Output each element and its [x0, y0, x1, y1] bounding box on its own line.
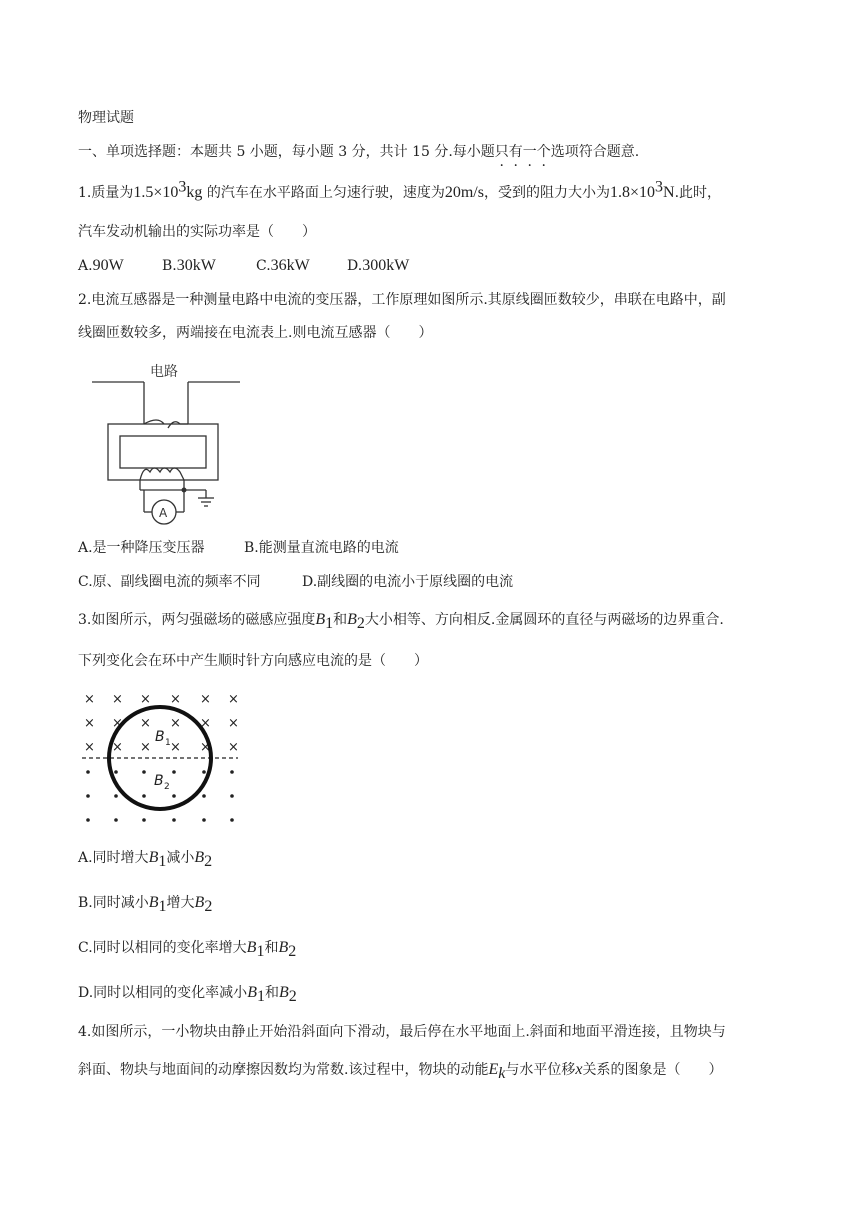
emphasis-char: 有: [508, 144, 523, 160]
current-transformer-figure: [88, 352, 248, 534]
field-into-page-mark: ×: [140, 716, 151, 731]
field-into-page-mark: ×: [140, 692, 151, 707]
magnetic-field-figure: [78, 686, 243, 824]
field-out-of-page-mark: [172, 818, 176, 822]
q2-option-a[interactable]: A.是一种降压变压器: [78, 540, 205, 556]
option-label: A.: [78, 258, 93, 274]
field-into-page-mark: ×: [170, 716, 181, 731]
q3-option-a[interactable]: [78, 848, 212, 868]
question-1-line-1: [78, 178, 722, 203]
option-value: 300kW: [362, 257, 410, 274]
field-into-page-mark: ×: [84, 692, 95, 707]
section-heading: [78, 142, 639, 162]
field-into-page-mark: ×: [200, 740, 211, 755]
subscript: 2: [288, 942, 297, 960]
option-text: 和: [264, 985, 279, 1001]
question-2-line-1: 2.电流互感器是一种测量电路中电流的变压器，工作原理如图所示.其原线圈匝数较少，串联在电路中，副: [78, 292, 726, 308]
q1-text: ，受到的阻力大小为: [483, 185, 610, 201]
option-text: B.同时减小: [78, 895, 149, 911]
q1-text: 1.质量为: [78, 185, 134, 201]
field-into-page-mark: ×: [200, 692, 211, 707]
option-text: D.同时以相同的变化率减小: [78, 985, 248, 1001]
q4-text: 与水平位移: [505, 1062, 576, 1078]
q1-option-d[interactable]: [347, 256, 409, 276]
figure-label-sub1: 1: [165, 738, 171, 748]
option-value: 90W: [92, 257, 124, 274]
document-title: 物理试题: [78, 110, 134, 126]
section-heading-text: 选项符合题意.: [550, 144, 640, 160]
field-into-page-mark: ×: [228, 692, 239, 707]
field-into-page-mark: ×: [200, 716, 211, 731]
field-out-of-page-mark: [172, 770, 176, 774]
b-symbol: B: [194, 894, 205, 911]
field-out-of-page-mark: [142, 794, 146, 798]
field-into-page-mark: ×: [228, 716, 239, 731]
b2-subscript: 2: [356, 614, 365, 632]
option-text: A.同时增大: [78, 850, 149, 866]
q3-option-d[interactable]: [78, 983, 297, 1003]
figure-label-circuit: 电路: [150, 364, 178, 380]
q4-text: 斜面、物块与地面间的动摩擦因数均为常数.该过程中，物块的动能: [78, 1062, 489, 1078]
figure-label-ammeter: A: [159, 506, 168, 520]
b-symbol: B: [148, 894, 159, 911]
question-4-line-2: [78, 1060, 722, 1080]
figure-label-b: B: [154, 773, 164, 789]
field-out-of-page-mark: [86, 770, 90, 774]
b1-symbol: B: [315, 611, 326, 628]
option-text: 增大: [166, 895, 195, 911]
option-label: C.: [256, 258, 271, 274]
q3-text: 和: [333, 612, 348, 628]
ek-subscript: k: [498, 1064, 506, 1082]
field-out-of-page-mark: [114, 794, 118, 798]
field-out-of-page-mark: [114, 818, 118, 822]
subscript: 2: [204, 852, 213, 870]
field-into-page-mark: ×: [84, 716, 95, 731]
option-text: 和: [264, 940, 279, 956]
option-label: D.: [347, 258, 363, 274]
field-into-page-mark: ×: [112, 716, 123, 731]
b-symbol: B: [247, 984, 257, 1001]
field-out-of-page-mark: [142, 818, 146, 822]
b-symbol: B: [278, 984, 289, 1001]
subscript: 1: [158, 852, 167, 870]
subscript: 1: [158, 897, 167, 915]
field-out-of-page-mark: [230, 770, 234, 774]
emphasis-char: 只: [494, 144, 509, 160]
q4-text: 关系的图象是（ ）: [582, 1062, 723, 1078]
option-text: C.同时以相同的变化率增大: [78, 940, 247, 956]
emphasis-char: 一: [522, 144, 537, 160]
field-out-of-page-mark: [230, 794, 234, 798]
field-out-of-page-mark: [202, 818, 206, 822]
q3-text: 大小相等、方向相反.金属圆环的直径与两磁场的边界重合.: [364, 612, 724, 628]
question-3-line-1: [78, 610, 724, 630]
q1-option-b[interactable]: [162, 256, 216, 276]
field-out-of-page-mark: [86, 818, 90, 822]
field-into-page-mark: ×: [84, 740, 95, 755]
b1-subscript: 1: [325, 614, 334, 632]
b2-symbol: B: [347, 611, 357, 628]
field-into-page-mark: ×: [112, 740, 123, 755]
b-symbol: B: [194, 849, 205, 866]
field-into-page-mark: ×: [170, 740, 181, 755]
field-out-of-page-mark: [202, 794, 206, 798]
q2-option-b[interactable]: B.能测量直流电路的电流: [244, 540, 399, 556]
option-text: 减小: [166, 850, 195, 866]
q1-option-a[interactable]: [78, 256, 124, 276]
q3-text: 3.如图所示，两匀强磁场的磁感应强度: [78, 612, 316, 628]
figure-label-b: B: [155, 729, 165, 745]
q2-option-d[interactable]: D.副线圈的电流小于原线圈的电流: [302, 574, 514, 590]
question-4-line-1: 4.如图所示，一小物块由静止开始沿斜面向下滑动，最后停在水平地面上.斜面和地面平滑连接，且物块与: [78, 1024, 726, 1040]
field-into-page-mark: ×: [112, 692, 123, 707]
option-value: 30kW: [176, 257, 216, 274]
emphasis-char: 个: [536, 144, 551, 160]
q1-mass-exp: 3: [178, 178, 187, 196]
field-into-page-mark: ×: [228, 740, 239, 755]
option-label: B.: [162, 258, 177, 274]
question-2-line-2: 线圈匝数较多，两端接在电流表上.则电流互感器（ ）: [78, 325, 433, 341]
question-1-line-2: 汽车发动机输出的实际功率是（ ）: [78, 224, 316, 240]
b-symbol: B: [278, 939, 289, 956]
q1-mass-unit: kg: [186, 184, 203, 201]
section-heading-text: 一、单项选择题：本题共 5 小题，每小题 3 分，共计 15 分.每小题: [78, 144, 495, 160]
field-out-of-page-mark: [230, 818, 234, 822]
field-into-page-mark: ×: [140, 740, 151, 755]
q1-text: 的汽车在水平路面上匀速行驶，速度为: [206, 185, 445, 201]
field-out-of-page-mark: [86, 794, 90, 798]
question-3-line-2: 下列变化会在环中产生顺时针方向感应电流的是（ ）: [78, 653, 428, 669]
figure-label-sub2: 2: [164, 782, 170, 792]
field-out-of-page-mark: [202, 770, 206, 774]
subscript: 1: [256, 987, 265, 1005]
q1-force-unit: N: [663, 184, 675, 201]
field-out-of-page-mark: [172, 794, 176, 798]
subscript: 2: [204, 897, 213, 915]
q1-force: 1.8×10: [609, 184, 655, 201]
field-out-of-page-mark: [142, 770, 146, 774]
q1-speed: 20m/s: [444, 184, 484, 201]
b-symbol: B: [148, 849, 159, 866]
ek-symbol: E: [488, 1061, 499, 1078]
q1-text: .此时，: [674, 185, 722, 201]
subscript: 2: [288, 987, 297, 1005]
q1-force-exp: 3: [655, 178, 663, 196]
q2-option-c[interactable]: C.原、副线圈电流的频率不同: [78, 574, 261, 590]
x-symbol: x: [575, 1061, 583, 1078]
q3-option-c[interactable]: [78, 938, 296, 958]
q3-option-b[interactable]: [78, 893, 212, 913]
q1-option-c[interactable]: [256, 256, 310, 276]
field-out-of-page-mark: [114, 770, 118, 774]
b-symbol: B: [246, 939, 257, 956]
subscript: 1: [256, 942, 265, 960]
option-value: 36kW: [270, 257, 310, 274]
field-into-page-mark: ×: [170, 692, 181, 707]
q1-mass: 1.5×10: [133, 184, 179, 201]
